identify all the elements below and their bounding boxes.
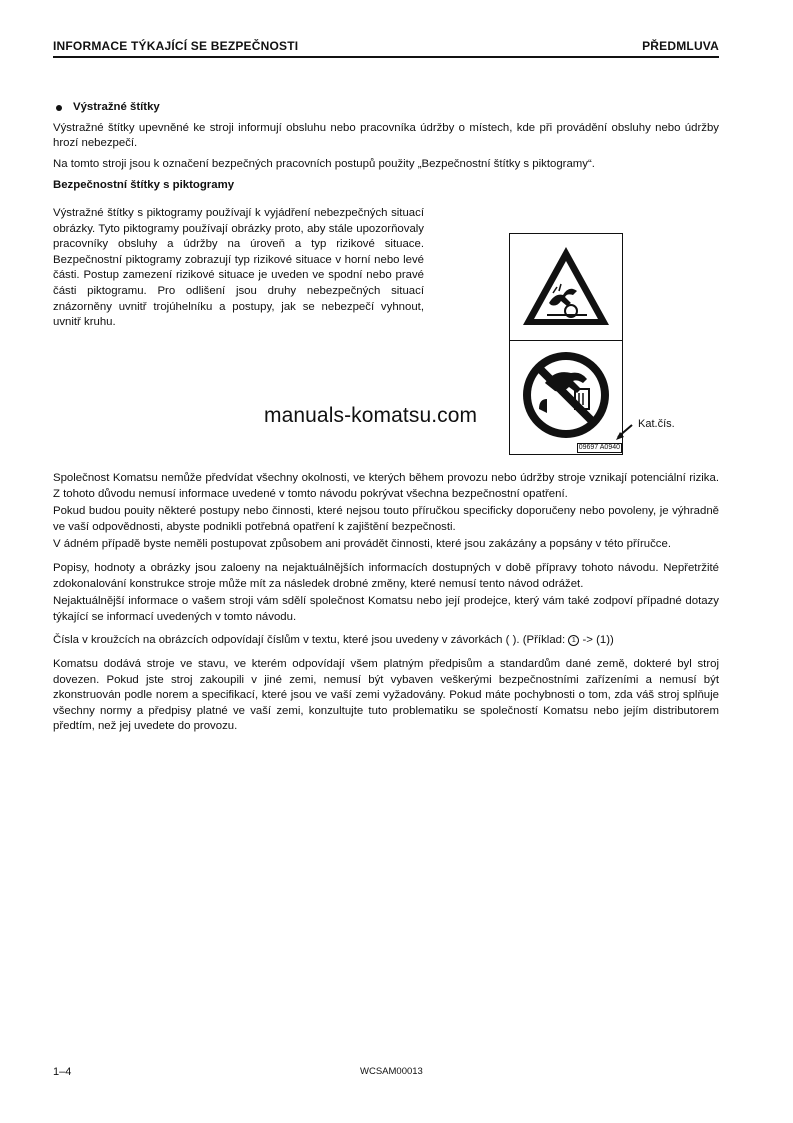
section-heading bbox=[53, 100, 719, 116]
section-paragraph-1: Výstražné štítky upevněné ke stroji informují obsluhu nebo pracovníka údržby o místech, kde při provádění obsluhy nebo údržby hrozí nebezpečí. bbox=[53, 121, 719, 150]
paragraph-5: Nejaktuálnější informace o vašem stroji vám sdělí společnost Komatsu nebo její prodejce, který vám také zodpoví případné dotazy týkající se informací uvedených v tomto návodu. bbox=[53, 595, 719, 623]
prohibition-hand-icon bbox=[509, 233, 623, 455]
section-paragraph-2: Na tomto stroji jsou k označení bezpečných pracovních postupů použity „Bezpečnostní štítky s piktogramy“. bbox=[53, 157, 595, 170]
paragraph-6-text-b: -> (1)) bbox=[579, 634, 614, 647]
paragraph-6-text-a: Čísla v kroužcích na obrázcích odpovídají číslům v textu, které jsou uvedeny v závorkách ( ). (Příklad: bbox=[53, 634, 569, 647]
header-section-title: INFORMACE TÝKAJÍCÍ SE BEZPEČNOSTI bbox=[53, 39, 299, 53]
part-number-callout bbox=[624, 413, 694, 453]
lower-content bbox=[53, 471, 719, 737]
bullet-icon bbox=[56, 105, 62, 111]
header-chapter-title: PŘEDMLUVA bbox=[642, 39, 719, 53]
arrow-pointer-icon bbox=[616, 413, 636, 453]
document-code: WCSAM00013 bbox=[360, 1066, 423, 1077]
paragraph-2: Pokud budou pouity některé postupy nebo činnosti, které nejsou touto příručkou specificky doporučeny nebo povoleny, je výhradně ve vaší odpovědnosti, abyste podnikli potřebná opatření k zajištění bezpečnosti. bbox=[53, 505, 719, 533]
subsection-title: Bezpečnostní štítky s piktogramy bbox=[53, 179, 235, 192]
watermark: manuals-komatsu.com bbox=[264, 404, 478, 427]
paragraph-3: V ádném případě byste neměli postupovat způsobem ani provádět činnosti, které jsou zakázány a popsány v této příručce. bbox=[53, 538, 671, 551]
paragraph-7: Komatsu dodává stroje ve stavu, ve kterém odpovídají všem platným předpisům a standardům dané země, dokteré byl stroj dovezen. Pokud jste stroj zakoupili v jiné zemi, nemusí být vybaven veškerými bezpečnostními zařízeními a nemusí být zkonstruován podle norem a specifikací, které jsou ve vaší zemi vyžadovány. Pokud máte pochybnosti o tom, zda váš stroj splňuje všechny normy a předpisy platné ve vaší zemi, konzultujte tuto problematiku se společností Komatsu nebo jejím distributorem předtím, než jej uvedete do provozu. bbox=[53, 657, 719, 733]
paragraph-6 bbox=[53, 633, 719, 649]
page-number: 1–4 bbox=[53, 1066, 72, 1078]
circled-number-icon: 1 bbox=[568, 635, 579, 646]
label-part-number: 09697 A0940 bbox=[578, 444, 620, 451]
safety-label-figure bbox=[509, 233, 623, 455]
paragraph-1: Společnost Komatsu nemůže předvídat všechny okolnosti, ve kterých během provozu nebo údržby stroje vznikají potenciální rizika. Z tohoto důvodu nemusí informace uvedené v tomto návodu pokrývat všechna bezpečnostní opatření. bbox=[53, 472, 719, 500]
page-header bbox=[53, 38, 719, 58]
part-number-label: Kat.čís. bbox=[638, 418, 675, 430]
paragraph-4: Popisy, hodnoty a obrázky jsou zaloeny na nejaktuálnějších informacích dostupných v době přípravy tohoto návodu. Nepřetržité zdokonalování konstrukce stroje může mít za následek drobné změny, které nemusí tento návod odrážet. bbox=[53, 561, 719, 590]
section-title: Výstražné štítky bbox=[73, 101, 160, 113]
subsection-paragraph: Výstražné štítky s piktogramy používají k vyjádření nebezpečných situací obrázky. Tyto piktogramy používají obrázky proto, aby stále upozorňovaly pracovníky obsluhy a údržby na úroveň a typ rizikové situace. Bezpečnostní piktogramy zobrazují typ rizikové situace v horní nebo levé části. Postup zamezení rizikové situace je uveden ve spodní nebo pravé části piktogramu. Pro odlišení jsou druhy nebezpečných situací znázorněny uvnitř trojúhelníku a postupy, jak se nebezpečí vyhnout, uvnitř kruhu. bbox=[53, 206, 424, 329]
